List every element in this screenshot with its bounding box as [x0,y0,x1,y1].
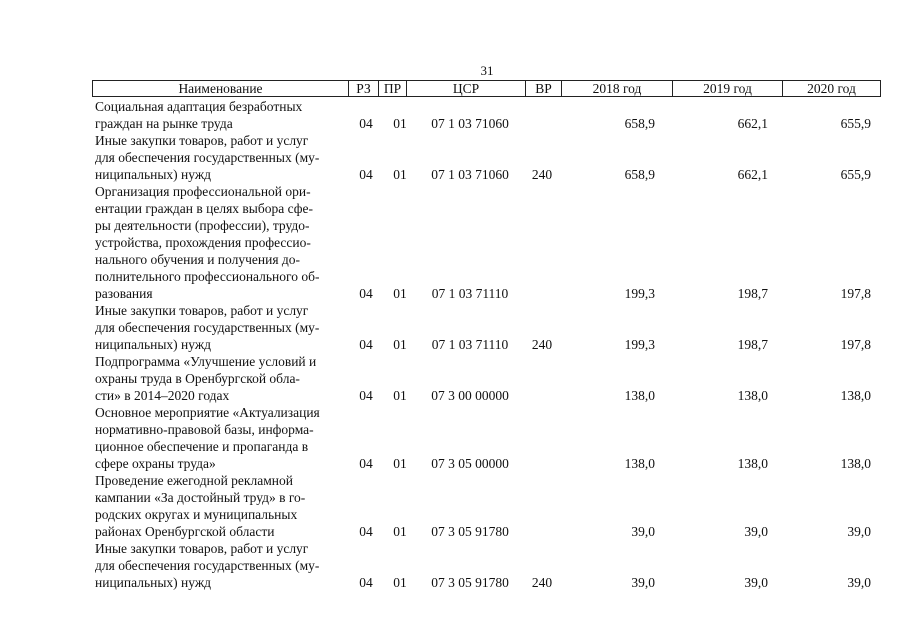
row-rz: 04 [359,167,373,182]
row-2019: 39,0 [744,575,768,590]
row-name-line: Иные закупки товаров, работ и услуг [95,133,309,148]
row-csr: 07 1 03 71060 [431,116,509,131]
row-name-line: граждан на рынке труда [95,116,233,131]
row-name-line: районах Оренбургской области [95,524,275,539]
row-2018: 199,3 [624,286,655,301]
row-2018: 138,0 [624,388,655,403]
row-name-line: Проведение ежегодной рекламной [95,473,293,488]
row-rz: 04 [359,116,373,131]
row-rz: 04 [359,337,373,352]
table-row [0,404,905,472]
row-name-line: устройства, прохождения профессио- [95,235,311,250]
row-pr: 01 [393,337,407,352]
row-name-line: родских округах и муниципальных [95,507,298,522]
row-csr: 07 3 05 00000 [431,456,509,471]
table-row [0,132,905,183]
row-name-line: для обеспечения государственных (му- [95,320,320,335]
row-2019: 198,7 [737,337,768,352]
header-2019: 2019 год [672,81,782,96]
row-2018: 138,0 [624,456,655,471]
row-pr: 01 [393,116,407,131]
row-pr: 01 [393,286,407,301]
row-rz: 04 [359,286,373,301]
row-csr: 07 3 05 91780 [431,524,509,539]
table-row [0,472,905,540]
row-name-line: ентации граждан в целях выбора сфе- [95,201,313,216]
row-name [95,98,347,132]
row-name-line: Основное мероприятие «Актуализация [95,405,320,420]
row-name-line: ниципальных) нужд [95,337,212,352]
row-name [95,183,347,302]
row-pr: 01 [393,388,407,403]
row-2020: 655,9 [840,116,871,131]
row-name-line: Подпрограмма «Улучшение условий и [95,354,317,369]
header-2018: 2018 год [561,81,672,96]
row-name-line: сти» в 2014–2020 годах [95,388,230,403]
row-name-line: ры деятельности (профессии), трудо- [95,218,310,233]
row-2020: 197,8 [840,286,871,301]
row-name-line: нормативно-правовой базы, информа- [95,422,314,437]
row-name [95,132,347,183]
table-body [0,98,905,591]
row-csr: 07 1 03 71060 [431,167,509,182]
row-name-line: разования [95,286,153,301]
row-2020: 655,9 [840,167,871,182]
header-vr: ВР [525,81,561,96]
row-2019: 138,0 [737,388,768,403]
row-name-line: ниципальных) нужд [95,575,212,590]
row-csr: 07 3 00 00000 [431,388,509,403]
row-name-line: охраны труда в Оренбургской обла- [95,371,300,386]
row-name-line: Социальная адаптация безработных [95,99,303,114]
row-name-line: для обеспечения государственных (му- [95,558,320,573]
row-name-line: кампании «За достойный труд» в го- [95,490,306,505]
table-header [92,80,881,97]
row-name [95,404,347,472]
row-name-line: Организация профессиональной ори- [95,184,311,199]
table-row [0,302,905,353]
row-rz: 04 [359,388,373,403]
row-2019: 662,1 [737,167,768,182]
row-2020: 39,0 [847,575,871,590]
row-name-line: Иные закупки товаров, работ и услуг [95,541,309,556]
row-2018: 658,9 [624,167,655,182]
row-2019: 662,1 [737,116,768,131]
row-name-line: ционное обеспечение и пропаганда в [95,439,309,454]
row-csr: 07 1 03 71110 [431,337,509,352]
row-name [95,472,347,540]
row-rz: 04 [359,524,373,539]
row-2018: 39,0 [631,524,655,539]
row-name [95,353,347,404]
table-row [0,183,905,302]
header-csr: ЦСР [406,81,525,96]
row-2018: 658,9 [624,116,655,131]
row-csr: 07 1 03 71110 [431,286,509,301]
row-name-line: нального обучения и получения до- [95,252,301,267]
header-rz: РЗ [348,81,378,96]
row-rz: 04 [359,456,373,471]
row-2020: 197,8 [840,337,871,352]
row-vr: 240 [531,575,553,590]
table-row [0,98,905,132]
row-vr: 240 [531,167,553,182]
row-2018: 39,0 [631,575,655,590]
row-2020: 138,0 [840,456,871,471]
header-pr: ПР [378,81,406,96]
row-pr: 01 [393,456,407,471]
row-2020: 138,0 [840,388,871,403]
row-pr: 01 [393,575,407,590]
row-name-line: для обеспечения государственных (му- [95,150,320,165]
row-2018: 199,3 [624,337,655,352]
header-2020: 2020 год [782,81,880,96]
row-name-line: Иные закупки товаров, работ и услуг [95,303,309,318]
page-number: 31 [480,63,494,78]
row-name-line: сфере охраны труда» [95,456,216,471]
row-vr: 240 [531,337,553,352]
row-csr: 07 3 05 91780 [431,575,509,590]
row-name [95,302,347,353]
row-2019: 39,0 [744,524,768,539]
row-name-line: ниципальных) нужд [95,167,212,182]
row-name-line: полнительного профессионального об- [95,269,320,284]
row-2020: 39,0 [847,524,871,539]
header-name: Наименование [178,81,263,96]
row-pr: 01 [393,524,407,539]
row-2019: 138,0 [737,456,768,471]
row-2019: 198,7 [737,286,768,301]
row-pr: 01 [393,167,407,182]
table-row [0,540,905,591]
row-rz: 04 [359,575,373,590]
row-name [95,540,347,591]
table-row [0,353,905,404]
